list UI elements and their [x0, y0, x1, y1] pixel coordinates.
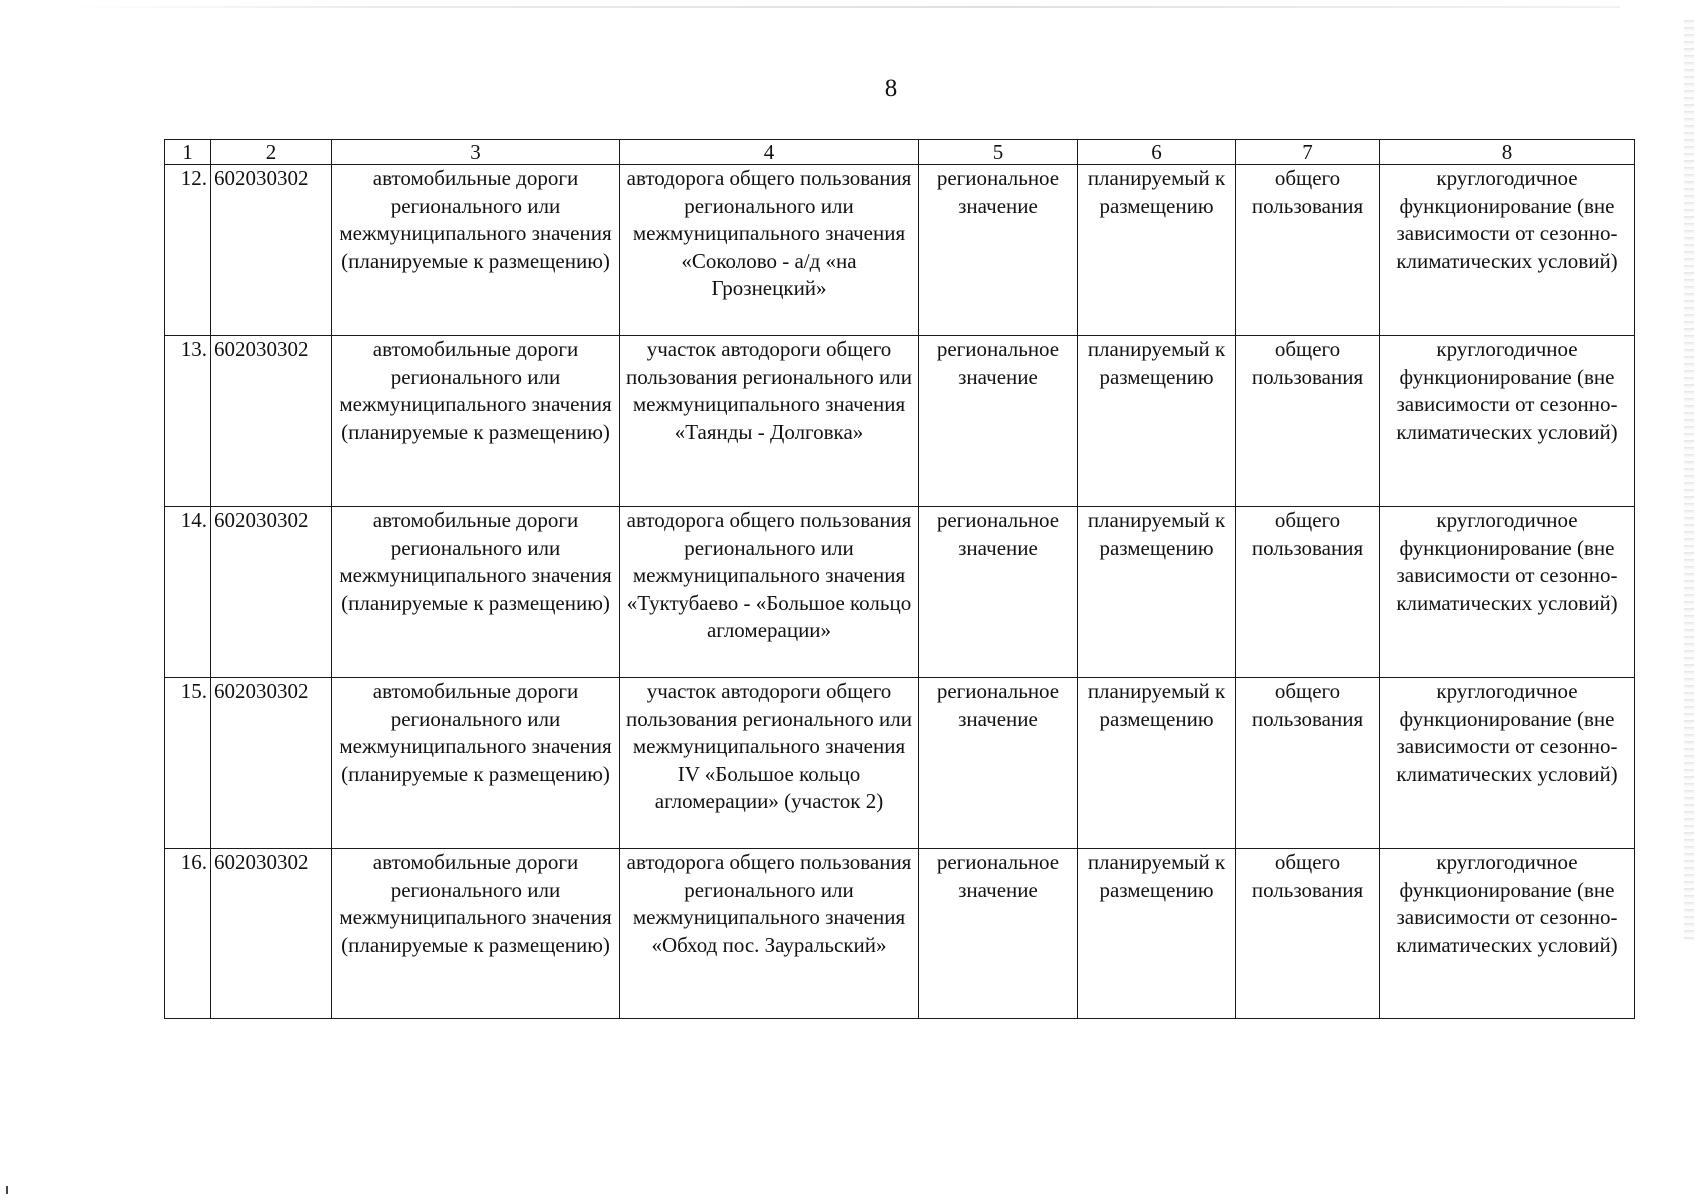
object-mode: круглогодичное функционирование (вне зависимости от сезонно-климатических условий) — [1380, 849, 1635, 1019]
row-number: 13. — [165, 336, 211, 507]
object-significance: региональное значение — [919, 849, 1078, 1019]
header-col-2: 2 — [211, 140, 332, 165]
row-number: 14. — [165, 507, 211, 678]
object-purpose: общего пользования — [1236, 165, 1380, 336]
object-purpose: общего пользования — [1236, 678, 1380, 849]
table-row — [165, 507, 1635, 678]
object-purpose: общего пользования — [1236, 849, 1380, 1019]
scan-edge-mark — [6, 1186, 8, 1194]
object-type: автомобильные дороги регионального или межмуниципального значения (планируемые к размещению) — [332, 849, 620, 1019]
header-row — [165, 140, 1635, 165]
object-type: автомобильные дороги регионального или межмуниципального значения (планируемые к размещению) — [332, 165, 620, 336]
header-col-7: 7 — [1236, 140, 1380, 165]
object-purpose: общего пользования — [1236, 336, 1380, 507]
header-col-5: 5 — [919, 140, 1078, 165]
object-type: автомобильные дороги регионального или межмуниципального значения (планируемые к размещению) — [332, 336, 620, 507]
table-row — [165, 336, 1635, 507]
object-name: участок автодороги общего пользования регионального или межмуниципального значения IV «Большое кольцо агломерации» (участок 2) — [620, 678, 919, 849]
object-code: 602030302 — [211, 165, 332, 336]
object-mode: круглогодичное функционирование (вне зависимости от сезонно-климатических условий) — [1380, 678, 1635, 849]
header-col-3: 3 — [332, 140, 620, 165]
object-significance: региональное значение — [919, 165, 1078, 336]
object-name: автодорога общего пользования регионального или межмуниципального значения «Обход пос. Зауральский» — [620, 849, 919, 1019]
objects-table — [164, 139, 1635, 1019]
table-row — [165, 849, 1635, 1019]
scan-edge-top — [60, 6, 1620, 8]
object-code: 602030302 — [211, 507, 332, 678]
table-row — [165, 165, 1635, 336]
object-type: автомобильные дороги регионального или межмуниципального значения (планируемые к размещению) — [332, 678, 620, 849]
object-significance: региональное значение — [919, 336, 1078, 507]
table-header — [165, 140, 1635, 165]
object-name: участок автодороги общего пользования регионального или межмуниципального значения «Таянды - Долговка» — [620, 336, 919, 507]
object-mode: круглогодичное функционирование (вне зависимости от сезонно-климатических условий) — [1380, 165, 1635, 336]
table-row — [165, 678, 1635, 849]
header-col-1: 1 — [165, 140, 211, 165]
object-name: автодорога общего пользования регионального или межмуниципального значения «Соколово - а/д «на Грознецкий» — [620, 165, 919, 336]
table-body — [165, 165, 1635, 1019]
object-status: планируемый к размещению — [1078, 165, 1236, 336]
object-mode: круглогодичное функционирование (вне зависимости от сезонно-климатических условий) — [1380, 336, 1635, 507]
object-status: планируемый к размещению — [1078, 678, 1236, 849]
object-status: планируемый к размещению — [1078, 507, 1236, 678]
object-code: 602030302 — [211, 336, 332, 507]
object-code: 602030302 — [211, 678, 332, 849]
object-significance: региональное значение — [919, 678, 1078, 849]
header-col-8: 8 — [1380, 140, 1635, 165]
row-number: 12. — [165, 165, 211, 336]
header-col-6: 6 — [1078, 140, 1236, 165]
object-status: планируемый к размещению — [1078, 336, 1236, 507]
row-number: 16. — [165, 849, 211, 1019]
object-type: автомобильные дороги регионального или межмуниципального значения (планируемые к размещению) — [332, 507, 620, 678]
object-mode: круглогодичное функционирование (вне зависимости от сезонно-климатических условий) — [1380, 507, 1635, 678]
row-number: 15. — [165, 678, 211, 849]
header-col-4: 4 — [620, 140, 919, 165]
object-code: 602030302 — [211, 849, 332, 1019]
object-name: автодорога общего пользования регионального или межмуниципального значения «Туктубаево - «Большое кольцо агломерации» — [620, 507, 919, 678]
object-status: планируемый к размещению — [1078, 849, 1236, 1019]
scan-edge-right — [1684, 20, 1694, 940]
object-purpose: общего пользования — [1236, 507, 1380, 678]
page-number: 8 — [884, 75, 898, 102]
object-significance: региональное значение — [919, 507, 1078, 678]
